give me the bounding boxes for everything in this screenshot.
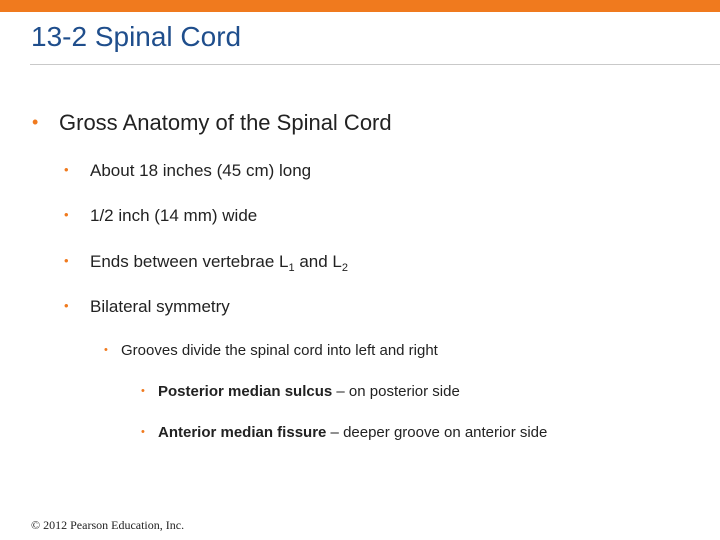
- bullet-term: Posterior median sulcus: [158, 383, 333, 400]
- bullet-length: [64, 161, 311, 181]
- bullet-bilateral-symmetry: [64, 297, 230, 317]
- bullet-text: Grooves divide the spinal cord into left and right: [121, 342, 438, 359]
- bullet-text-prefix: Ends between vertebrae L: [90, 252, 289, 271]
- slide-title: 13-2 Spinal Cord: [31, 21, 242, 52]
- copyright-notice: © 2012 Pearson Education, Inc.: [31, 518, 185, 532]
- bullet-text: About 18 inches (45 cm) long: [90, 161, 312, 180]
- bullet-text-and: and L: [294, 252, 342, 271]
- bullet-dot: •: [64, 298, 69, 313]
- bullet-dot: •: [141, 385, 145, 397]
- bullet-anterior-fissure: [141, 424, 547, 441]
- bullet-dot: •: [32, 112, 39, 132]
- bullet-dot: •: [64, 253, 69, 268]
- bullet-posterior-sulcus: [141, 383, 460, 400]
- bullet-dot: •: [104, 344, 108, 356]
- bullet-text: 1/2 inch (14 mm) wide: [90, 206, 258, 225]
- bullet-dot: •: [141, 426, 145, 438]
- bullet-dot: •: [64, 207, 69, 222]
- bullet-desc: – deeper groove on anterior side: [326, 424, 548, 441]
- bullet-grooves: [104, 342, 438, 359]
- bullet-term: Anterior median fissure: [158, 424, 327, 441]
- subscript-1: 1: [288, 262, 295, 274]
- bullet-text: Bilateral symmetry: [90, 297, 230, 316]
- top-accent-bar: [0, 0, 720, 12]
- subscript-2: 2: [341, 262, 348, 274]
- bullet-text: Gross Anatomy of the Spinal Cord: [59, 110, 392, 135]
- bullet-ends-between: [64, 252, 348, 274]
- title-divider: [30, 64, 720, 65]
- bullet-desc: – on posterior side: [332, 383, 460, 400]
- bullet-width: [64, 206, 257, 226]
- bullet-gross-anatomy: [32, 110, 392, 136]
- bullet-dot: •: [64, 162, 69, 177]
